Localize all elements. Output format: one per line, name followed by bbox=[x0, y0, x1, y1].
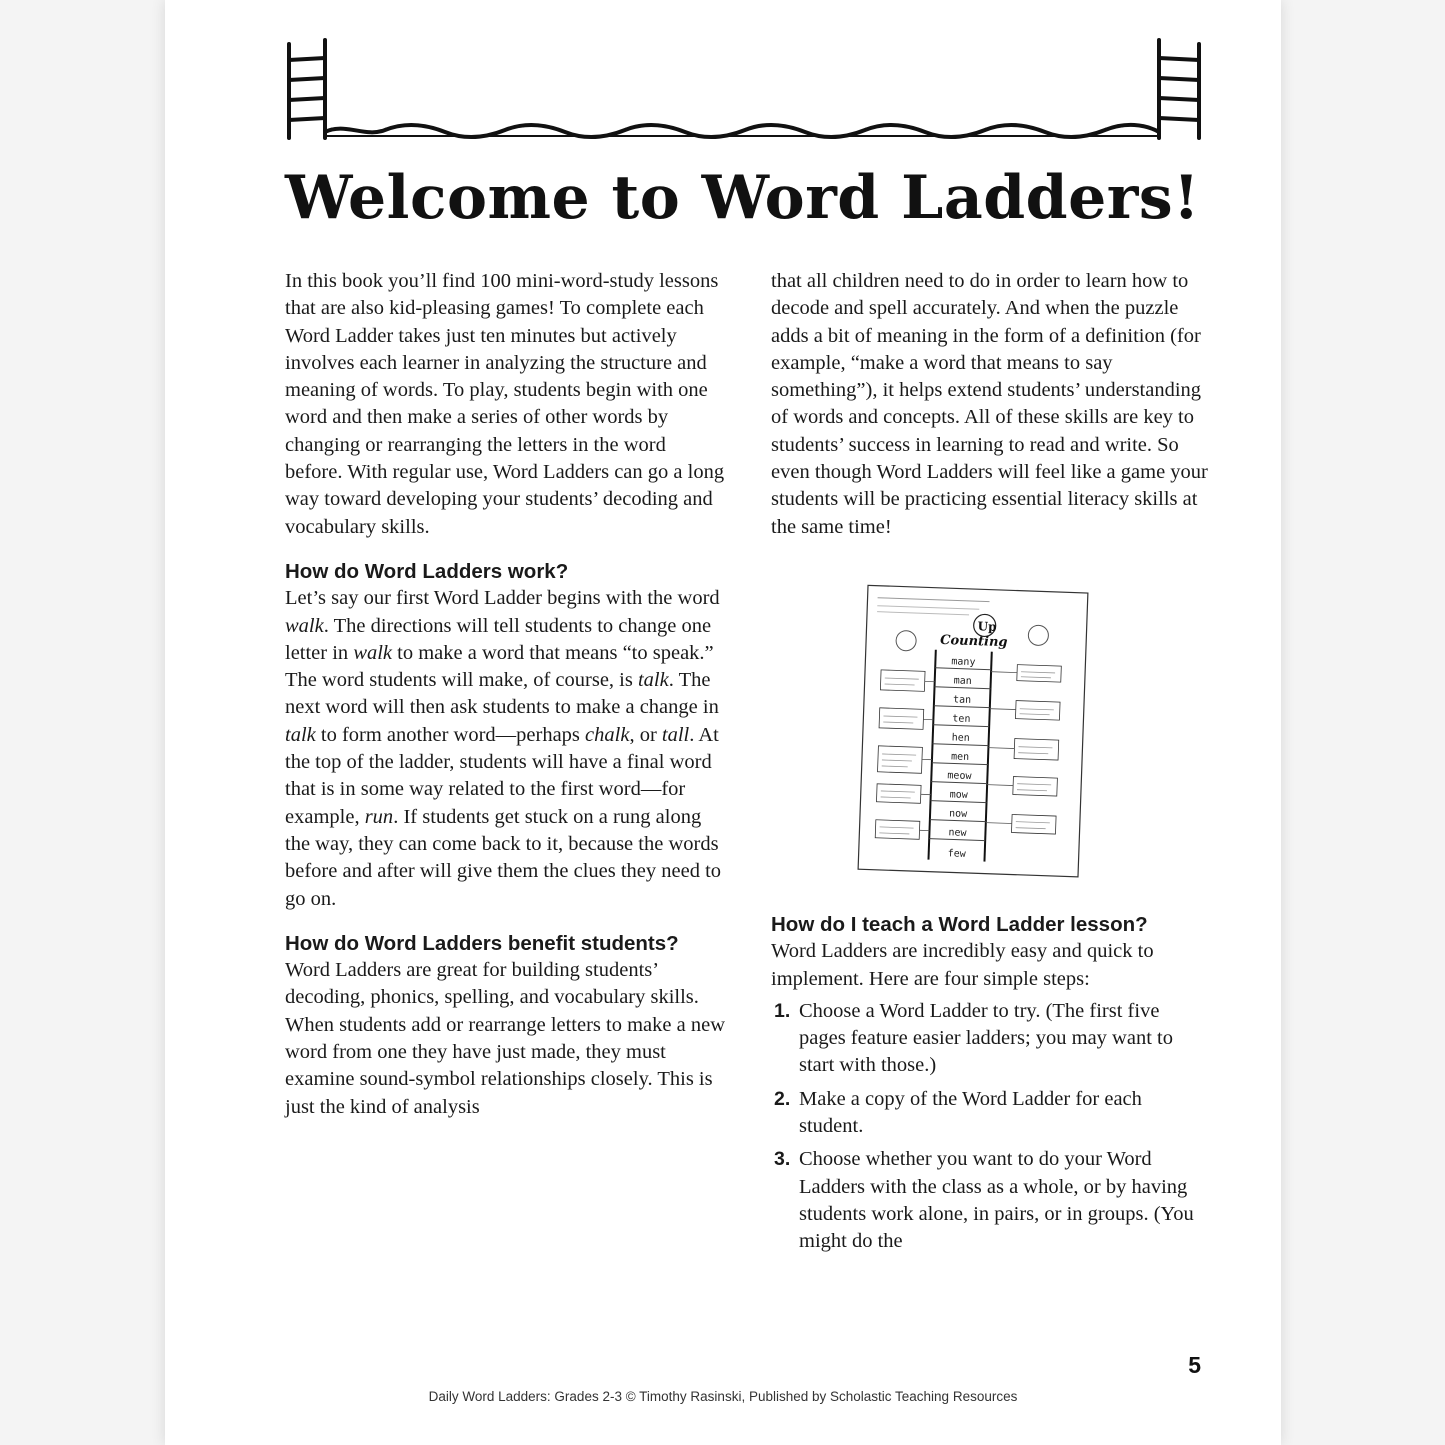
steps-list bbox=[771, 998, 1211, 1256]
word-tall: tall bbox=[661, 723, 690, 746]
right-column bbox=[771, 268, 1211, 1262]
teach-intro: Word Ladders are incredibly easy and quick to implement. Here are four simple steps: bbox=[771, 940, 1154, 990]
right-ladder-icon bbox=[1159, 40, 1199, 138]
heading-how-benefit: How do Word Ladders benefit students? bbox=[285, 931, 679, 955]
worksheet-title-up: Up bbox=[977, 619, 997, 634]
svg-text:ten: ten bbox=[952, 713, 971, 725]
left-column bbox=[285, 268, 725, 1121]
svg-text:new: new bbox=[948, 827, 967, 839]
svg-text:many: many bbox=[951, 656, 976, 669]
word-talk: talk bbox=[637, 669, 669, 692]
benefit-paragraph: Word Ladders are great for building students’ decoding, phonics, spelling, and vocabulary skills. When students add or rearrange letters to make a new word from one they have just made, they must examine sound-symbol relationships closely. This is just the kind of analysis bbox=[285, 959, 725, 1118]
svg-text:men: men bbox=[950, 751, 970, 763]
continued-paragraph: that all children need to do in order to learn how to decode and spell accurately. And when the puzzle adds a bit of meaning in the form of a definition (for example, “make a word that means to say something”), it helps extend students’ understanding of words and concepts. All of these skills are key to students’ success in learning to read and write. So even though Word Ladders will feel like a game your students will be practicing essential literacy skills at the same time! bbox=[771, 270, 1208, 538]
footer-credit: Daily Word Ladders: Grades 2-3 © Timothy Rasinski, Published by Scholastic Teaching Resources bbox=[428, 1389, 1018, 1404]
word-run: run bbox=[364, 805, 394, 828]
worksheet-title: Counting bbox=[939, 632, 1008, 651]
word-walk: walk bbox=[285, 614, 324, 637]
how-work-paragraph: Let’s say our first Word Ladder begins with the word walk. The directions will tell students to change one letter in walk to make a word that means “to speak.” The word students will make, of course, is talk. The next word will then ask students to make a change in talk to form another word—perhaps chalk, or tall. At the top of the ladder, students will have a final word that is in some way related to the first word—for example, run. If students get stuck on a rung along the way, they can come back to it, because the words before and after will give them the clues they need to go on. bbox=[285, 587, 722, 910]
svg-text:hen: hen bbox=[951, 732, 970, 744]
list-item: 3. Choose whether you want to do your Word Ladders with the class as a whole, or by having students work alone, in pairs, or in groups. (You might do the bbox=[774, 1148, 1194, 1253]
svg-text:tan: tan bbox=[952, 694, 972, 706]
svg-text:mow: mow bbox=[949, 789, 968, 801]
list-item: 1. Choose a Word Ladder to try. (The first five pages feature easier ladders; you may want to start with those.) bbox=[774, 999, 1173, 1077]
ladder-banner-illustration bbox=[285, 38, 1205, 142]
word-talk: talk bbox=[285, 723, 316, 746]
word-walk: walk bbox=[353, 641, 393, 664]
svg-text:now: now bbox=[948, 808, 968, 820]
list-item: 2. Make a copy of the Word Ladder for each student. bbox=[774, 1087, 1142, 1138]
book-page bbox=[165, 0, 1281, 1445]
intro-paragraph: In this book you’ll find 100 mini-word-study lessons that are also kid-pleasing games! To complete each Word Ladder takes just ten minutes but actively involves each learner in analyzing the structure and meaning of words. To play, students begin with one word and then make a series of other words by changing or rearranging the letters in the word before. With regular use, Word Ladders can go a long way toward developing your students’ decoding and vocabulary skills. bbox=[285, 270, 725, 538]
worksheet-thumbnail bbox=[845, 581, 1095, 881]
page-title: Welcome to Word Ladders! bbox=[285, 163, 1201, 233]
heading-how-teach: How do I teach a Word Ladder lesson? bbox=[771, 912, 1148, 936]
page-number: 5 bbox=[1188, 1352, 1201, 1378]
left-ladder-icon bbox=[289, 40, 325, 138]
svg-text:meow: meow bbox=[947, 770, 972, 783]
svg-text:man: man bbox=[953, 675, 972, 687]
word-chalk: chalk bbox=[585, 723, 630, 746]
svg-text:few: few bbox=[947, 848, 966, 860]
heading-how-work: How do Word Ladders work? bbox=[285, 559, 569, 583]
